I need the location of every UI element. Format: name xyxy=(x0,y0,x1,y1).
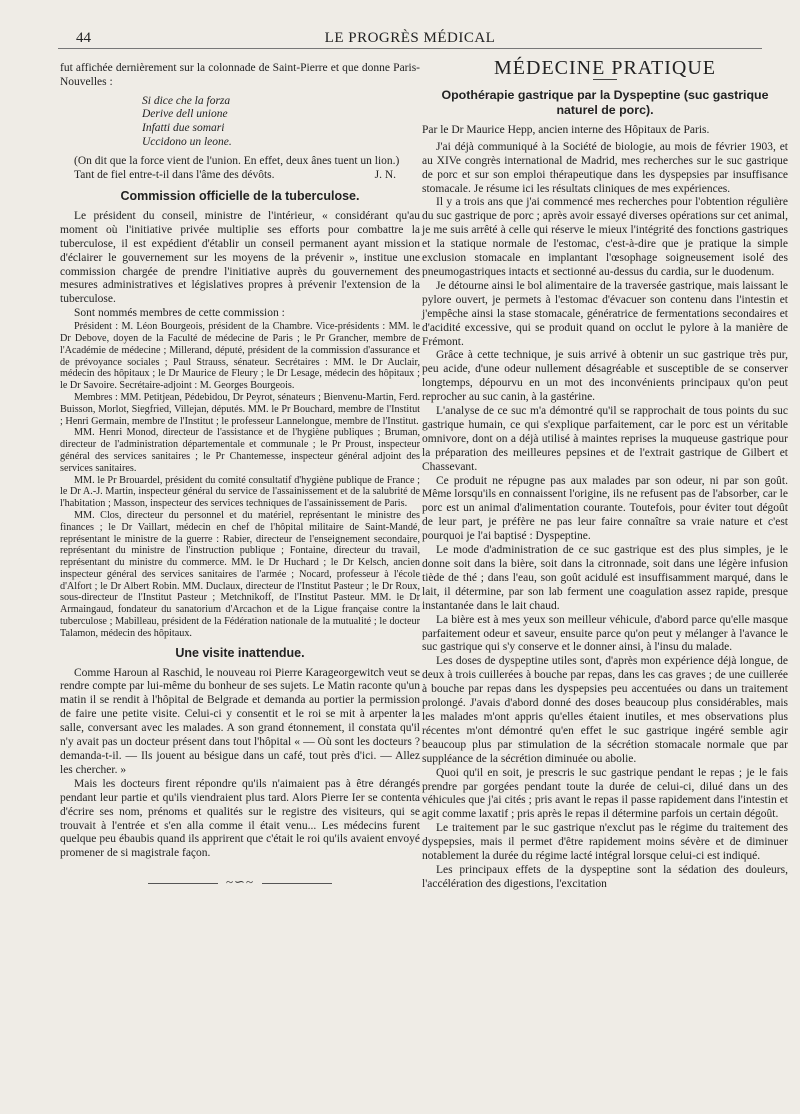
poem-line: Derive dell unione xyxy=(142,108,228,121)
rubric-title: MÉDECINE PRATIQUE xyxy=(494,57,716,79)
poem xyxy=(142,95,420,149)
poem-line: Infatti due somari xyxy=(142,122,225,134)
members-paragraph: MM. Henri Monod, directeur de l'assistance et de l'hygiène publiques ; Bruman, directeur de l'administration départementale et communale ; le Pr Proust, inspecteur général des services sanitaires ; le Pr Chantemesse, inspecteur général adjoint des services sanitaires. xyxy=(60,427,420,474)
paragraph: Le président du conseil, ministre de l'intérieur, « considérant qu'au moment où l'initiative privée multiplie ses efforts pour combattre la tuberculose, il est expédient d'établir un conseil permanent ayant mission d'éclairer le gouvernement sur les moyens de la prévenir », institue une commission chargée de prendre l'initiative auprès du gouvernement des mesures administratives et législatives propres à prévenir l'extension de la tuberculose. xyxy=(60,209,420,306)
paragraph: Les principaux effets de la dyspeptine sont la sédation des douleurs, l'accélération des digestions, l'excitation xyxy=(422,863,788,890)
members-paragraph: Président : M. Léon Bourgeois, président de la Chambre. Vice-présidents : MM. le Dr Debove, doyen de la Faculté de médecine de Paris ; le Pr Grancher, membre de l'Académie de médecine ; Millerand, député, président de la commission d'assurance et de prévoyance sociales ; Paul Strauss, sénateur. Secrétaires : MM. le Dr Auclair, médecin des hôpitaux ; le Dr Maurice de Fleury ; le Dr Lesage, médecin des hôpitaux ; le Dr Savoire. Secrétaire-adjoint : M. Georges Bourgeois. xyxy=(60,321,420,392)
title-rule xyxy=(593,79,617,80)
end-ornament: ~∽~ xyxy=(60,875,420,889)
section-title-visite: Une visite inattendue. xyxy=(175,645,305,660)
members-paragraph: MM. Clos, directeur du personnel et du matériel, représentant le ministre des finances ; le Dr Vaillart, médecin en chef de l'hôpital militaire de Saint-Mandé, représentant le ministre de la guerre : Rabier, directeur de l'enseignement secondaire, représentant du ministre de l'instruction publique ; Fontaine, directeur du travail, représentant du ministre du commerce. MM. le Dr Huchard ; le Dr Kelsch, ancien inspecteur général des services sanitaires de l'armée ; Nocard, professeur à l'école d'Alfort ; le Dr Albert Robin. MM. Duclaux, directeur de l'Institut Pasteur ; le Dr Roux, sous-directeur de l'Institut Pasteur ; Metchnikoff, de l'Institut Pasteur. MM. le Dr Armaingaud, fondateur du sanatorium d'Arcachon et de la Ligue française contre la tuberculose ; Mabilleau, président de la Fédération nationale de la mutualité ; le docteur Talamon, médecin des hôpitaux. xyxy=(60,509,420,639)
members-paragraph: Membres : MM. Petitjean, Pédebidou, Dr Peyrot, sénateurs ; Bienvenu-Martin, Ferd. Buisson, Morlot, Siegfried, Villejan, députés. MM. le Pr Bouchard, membre de l'Institut ; Henri Germain, membre de l'Institut ; le professeur Lannelongue, membre de l'Institut. xyxy=(60,391,420,427)
members-paragraph: MM. le Pr Brouardel, président du comité consultatif d'hygiène publique de France ; le Dr A.-J. Martin, inspecteur général du service de l'assainissement et de la salubrité de l'habitation ; Masson, inspecteur des services techniques de l'assainissement de Paris. xyxy=(60,474,420,510)
closing-line xyxy=(60,169,420,183)
signature: J. N. xyxy=(374,169,396,182)
paragraph: Il y a trois ans que j'ai commencé mes recherches pour l'obtention régulière du suc gastrique de porc ; après avoir essayé diverses opérations sur cet animal, je me suis arrêté à celle qui réserve le mieux l'intégrité des fonctions gastriques et la statique normale de l'estomac, c'est-à-dire que je pratique la simple exclusion stomacale en implantant l'œsophage soigneusement isolé des pneumogastriques intacts et sectionné au-dessus du cardia, sur le duodenum. xyxy=(422,196,788,278)
poem-line: Si dice che la forza xyxy=(142,94,231,107)
members-list xyxy=(60,321,420,640)
journal-title: LE PROGRÈS MÉDICAL xyxy=(324,30,496,46)
paragraph: Grâce à cette technique, je suis arrivé à obtenir un suc gastrique très pur, peu acide, d'une odeur nullement désagréable et susceptible de se conserver longtemps, dépourvu en un mot des inconvénients principaux qu'on peut reprocher au suc canin, à la gastérine. xyxy=(422,349,788,404)
page-number: 44 xyxy=(76,30,91,46)
paragraph: L'analyse de ce suc m'a démontré qu'il se rapprochait de tous points du suc gastrique humain, ce qui s'explique parfaitement, car le porc est un véritable omnivore, dont on a déjà utilisé à maintes reprises la muqueuse gastrique pour la préparation des meilleures pepsines et de l'extrait gastrique de Gilbert et Chassevant. xyxy=(422,405,788,473)
paragraph: Je détourne ainsi le bol alimentaire de la traversée gastrique, mais laissant le pylore ouvert, je permets à l'estomac d'évacuer son contenu dans l'intestin et j'empêche ainsi la stase stomacale, génératrice de fermentations secondaires et d'acidité excessive, qui se produit quand on occlut le pylore à la manière de Frémont. xyxy=(422,279,788,348)
paragraph: Sont nommés membres de cette commission : xyxy=(74,307,285,320)
byline: Par le Dr Maurice Hepp, ancien interne des Hôpitaux de Paris. xyxy=(422,123,710,136)
poem-line: Uccidono un leone. xyxy=(142,135,232,148)
paragraph: Le traitement par le suc gastrique n'exclut pas le régime du traitement des dyspepsies, mais il permet d'être rapidement moins sévère et de diminuer notablement la durée du régime lacté intégral lorsque celui-ci est indiqué. xyxy=(422,822,788,863)
paragraph: Les doses de dyspeptine utiles sont, d'après mon expérience déjà longue, de deux à trois cuillerées à bouche par repas, dans les cas graves ; de une cuillerée à bouche par repas dans les dyspepsies peu accentuées ou dans un traitement prolongé. J'avais d'abord donné des doses beaucoup plus considérables, mais les malades m'ont appris qu'elles étaient inutiles, et mes observations plus récentes m'ont démontré qu'en effet le suc gastrique ingéré semble agir beaucoup plus par stimulation de la sécrétion stomacale normale que par suppléance de la sécrétion diminuée ou abolie. xyxy=(422,655,788,765)
left-column xyxy=(60,62,420,889)
paragraph: La bière est à mes yeux son meilleur véhicule, d'abord parce qu'elle masque parfaitement odeur et saveur, ensuite parce qu'on peut y mélanger à l'avance le suc gastrique qui s'y conserve et le donner ainsi, à l'insu du malade. xyxy=(422,613,788,654)
paragraph: Le mode d'administration de ce suc gastrique est des plus simples, je le donne soit dans la bière, soit dans la citronnade, soit dans une légère infusion tiède de thé ; dans l'eau, son goût acidulé est insuffisamment marqué, dans le lait, il détermine, par son lab ferment une coagulation assez rapide, presque instantanée dans le lait chaud. xyxy=(422,544,788,612)
paragraph: Mais les docteurs firent répondre qu'ils n'aimaient pas à être dérangés pendant leur partie et qu'ils viendraient plus tard. Alors Pierre Ier se contenta d'écrire ses nom, prénoms et qualités sur le registre des visiteurs, qui se trouvait à l'entrée et s'en alla comme il était venu... Les médecins furent quelque peu ébaubis quand ils apprirent que c'était le roi qu'ils avaient envoyé promener de si magistrale façon. xyxy=(60,777,420,860)
paragraph: Quoi qu'il en soit, je prescris le suc gastrique pendant le repas ; je le fais prendre par gorgées pendant toute la durée de celui-ci, dilué dans un des véhicules que j'ai cités ; pris avant le repas il passe rapidement dans l'intestin et agit comme laxatif ; pris après le repas il détermine parfois un certain dégoût. xyxy=(422,766,788,821)
paragraph: Comme Haroun al Raschid, le nouveau roi Pierre Karageorgewitch veut se rendre compte par lui-même du bonheur de ses sujets. Le Matin raconte qu'un matin il se rendit à l'hôpital de Belgrade et demanda au portier la permission de faire une petite visite. Celui-ci y consentit et le roi se mit à arpenter la salle, conversant avec les malades. A son grand étonnement, il constata qu'il n'y avait pas un docteur présent dans tout l'hôpital « — Où sont les docteurs ? demanda-t-il. — Ils jouent au bésigue dans un café, tout près d'ici. — Allez les chercher. » xyxy=(60,666,420,776)
paragraph: J'ai déjà communiqué à la Société de biologie, au mois de février 1903, et au XIVe congrès international de Madrid, mes recherches sur le suc gastrique de porc et sur son emploi thérapeutique dans les dyspepsies par insuffisance stomacale. Je résume ici les résultats cliniques de mes expériences. xyxy=(422,140,788,195)
closing-text: Tant de fiel entre-t-il dans l'âme des dévôts. xyxy=(74,169,275,182)
poem-translation: (On dit que la force vient de l'union. En effet, deux ânes tuent un lion.) xyxy=(74,155,400,168)
paragraph: Ce produit ne répugne pas aux malades par son odeur, ni par son goût. Même lorsqu'ils en connaissent l'origine, ils ne refusent pas de l'absorber, car le porc est un animal d'alimentation courante. Toutefois, pour éviter tout dégoût de leur part, je préfère ne pas leur faire connaître sa vraie nature et c'est pourquoi je l'ai baptisé : Dyspeptine. xyxy=(422,474,788,543)
section-title-tuberculose: Commission officielle de la tuberculose. xyxy=(120,189,360,203)
article-title: Opothérapie gastrique par la Dyspeptine (suc gastrique naturel de porc). xyxy=(441,87,769,117)
page-header xyxy=(58,28,762,49)
right-column xyxy=(422,57,788,892)
intro-paragraph: fut affichée dernièrement sur la colonnade de Saint-Pierre et que donne Paris-Nouvelles : xyxy=(60,62,420,88)
